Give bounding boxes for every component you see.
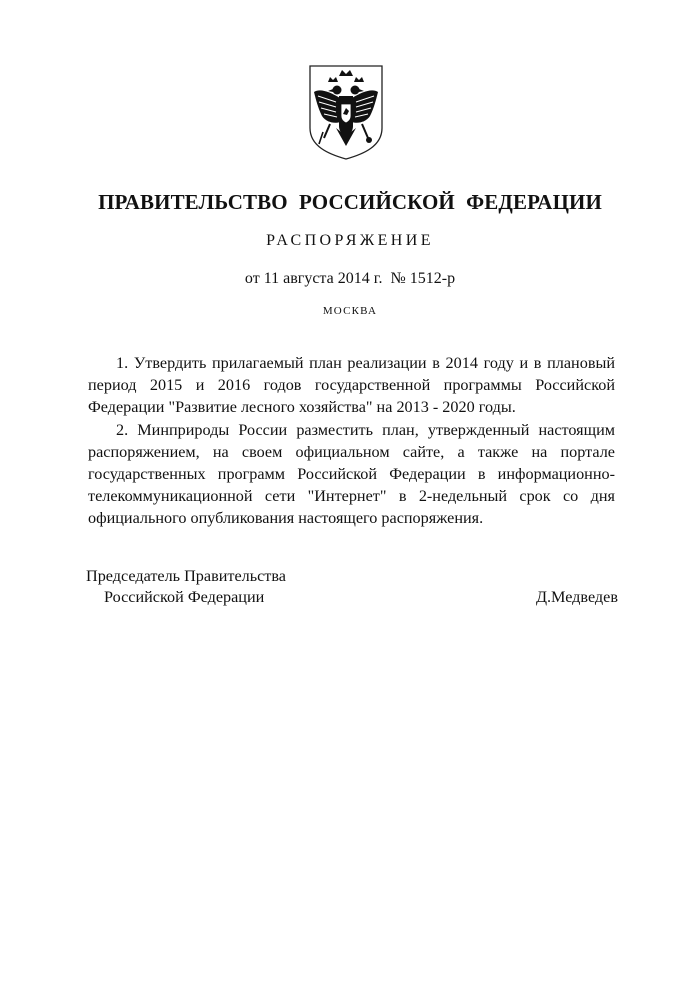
document-type: РАСПОРЯЖЕНИЕ [266, 232, 434, 249]
document-body [88, 352, 615, 530]
russian-coat-of-arms-icon [306, 62, 386, 162]
signature-block [86, 566, 618, 608]
signatory-position-line2: Российской Федерации [104, 588, 265, 606]
signatory-position-line1: Председатель Правительства [86, 567, 286, 585]
document-number: № 1512-р [390, 270, 456, 287]
signatory-name: Д.Медведев [535, 588, 618, 606]
paragraph-2: 2. Минприроды России разместить план, утвержденный настоящим распоряжением, на своем официальном сайте, а также на портале государственных программ Российской Федерации в информационно-телекоммуникационной сети "Интернет" в 2-недельный срок со дня официального опубликования настоящего распоряжения. [88, 420, 615, 528]
document-date-line [0, 270, 700, 288]
document-date: от 11 августа 2014 г. [244, 270, 383, 287]
government-title: ПРАВИТЕЛЬСТВО РОССИЙСКОЙ ФЕДЕРАЦИИ [98, 190, 602, 214]
paragraph-1: 1. Утвердить прилагаемый план реализации в 2014 году и в плановый период 2015 и 2016 годов государственной программы Российской Федерации "Развитие лесного хозяйства" на 2013 - 2020 годы. [88, 354, 615, 417]
city-name: МОСКВА [322, 305, 378, 317]
